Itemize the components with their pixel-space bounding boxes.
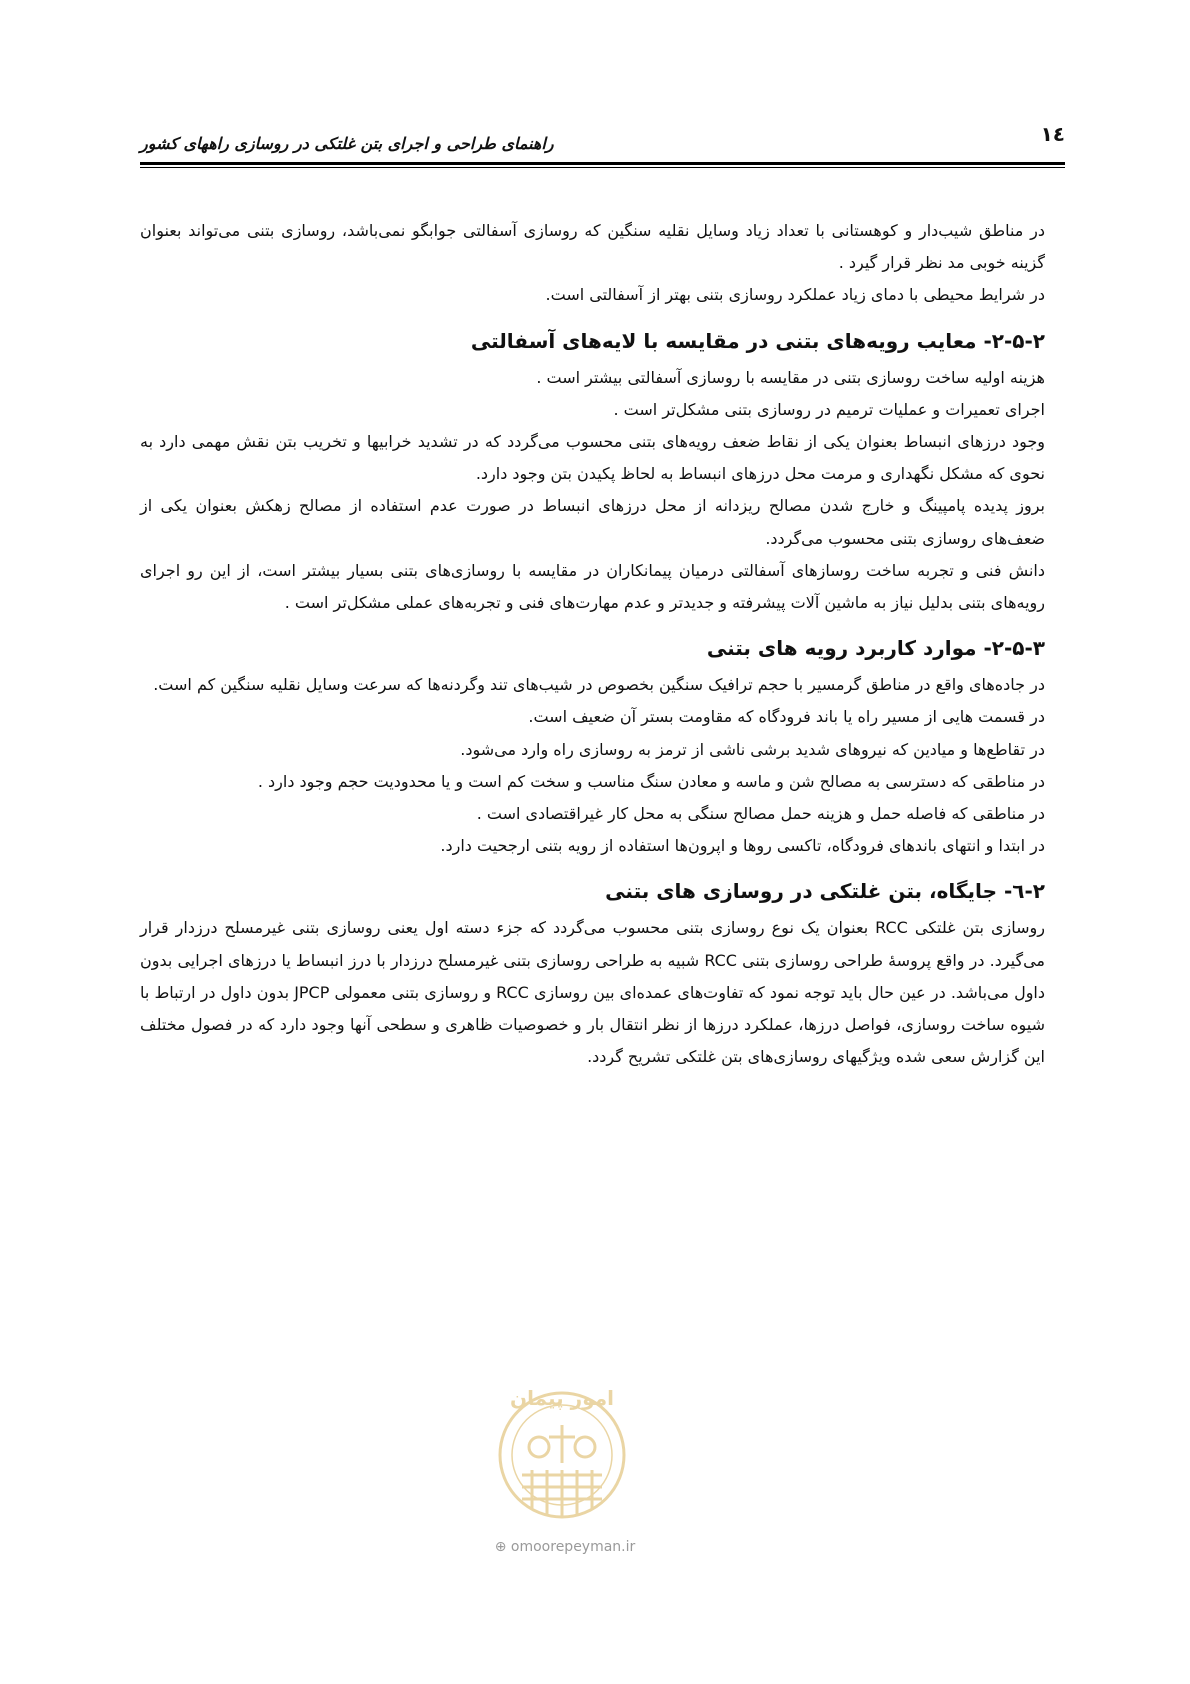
paragraph: وجود درزهای انبساط بعنوان یکی از نقاط ضعف رویه‌های بتنی محسوب می‌گردد که در تشدید خرابیها و تخریب بتن نقش مهمی دارد به نحوی که مشکل نگهداری و مرمت محل درزهای انبساط به لحاظ پکیدن بتن وجود دارد. bbox=[140, 432, 1045, 484]
section-heading: ۲-۵-۲- معایب رویه‌های بتنی در مقایسه با لایه‌های آسفالتی bbox=[470, 328, 1045, 353]
paragraph: در مناطق شیب‌دار و کوهستانی با تعداد زیاد وسایل نقلیه سنگین که روسازی آسفالتی جوابگو نمی‌باشد، روسازی بتنی می‌تواند بعنوان گزینه خوبی مد نظر قرار گیرد . bbox=[140, 221, 1045, 273]
paragraph: روسازی بتن غلتکی RCC بعنوان یک نوع روسازی بتنی محسوب می‌گردد که جزء دسته اول یعنی روسازی بتنی غیرمسلح درزدار قرار می‌گیرد. در واقع پروسهٔ طراحی روسازی بتنی RCC شبیه به طراحی روسازی بتنی غیرمسلح درزدار با درز انبساط یا درزهای اجرایی بدون داول می‌باشد. در عین حال باید توجه نمود که تفاوت‌های عمده‌ای بین روسازی RCC و روسازی بتنی معمولی JPCP بدون داول در ارتباط با شیوه ساخت روسازی، فواصل درزها، عملکرد درزها از نظر انتقال بار و خصوصیات ظاهری و سطحی آنها وجود دارد که در فصول مختلف این گزارش سعی شده ویژگیهای روسازی‌های بتن غلتکی تشریح گردد. bbox=[140, 918, 1046, 1067]
paragraph: هزینه اولیه ساخت روسازی بتنی در مقایسه با روسازی آسفالتی بیشتر است . bbox=[536, 367, 1045, 387]
paragraph: در مناطقی که فاصله حمل و هزینه حمل مصالح سنگی به محل کار غیراقتصادی است . bbox=[476, 804, 1045, 824]
paragraph: در قسمت هایی از مسیر راه یا باند فرودگاه که مقاومت بستر آن ضعیف است. bbox=[528, 707, 1045, 727]
header-rule-thin bbox=[140, 167, 1065, 168]
paragraph: اجرای تعمیرات و عملیات ترمیم در روسازی بتنی مشکل‌تر است . bbox=[613, 399, 1045, 419]
watermark-site bbox=[445, 1539, 685, 1555]
page-number: ١٤ bbox=[1040, 122, 1065, 146]
paragraph: در مناطقی که دسترسی به مصالح شن و ماسه و معادن سنگ مناسب و سخت کم است و یا محدودیت حجم وجود دارد . bbox=[257, 771, 1045, 791]
page-header bbox=[140, 118, 1065, 168]
paragraph: در تقاطع‌ها و میادین که نیروهای شدید برشی ناشی از ترمز به روسازی راه وارد می‌شود. bbox=[460, 739, 1045, 759]
paragraph: بروز پدیده پامپینگ و خارج شدن مصالح ریزدانه از محل درزهای انبساط در صورت عدم استفاده از مصالح زهکش بعنوان یکی از ضعف‌های روسازی بتنی محسوب می‌گردد. bbox=[140, 496, 1045, 548]
paragraph: در جاده‌های واقع در مناطق گرمسیر با حجم ترافیک سنگین بخصوص در شیب‌های تند وگردنه‌ها که سرعت وسایل نقلیه سنگین کم است. bbox=[153, 675, 1045, 695]
watermark-logo-icon bbox=[487, 1375, 637, 1545]
section-heading: ۲-۵-۳- موارد کاربرد رویه های بتنی bbox=[706, 636, 1045, 661]
page-body bbox=[140, 215, 1065, 1073]
section-heading: ۲-٦- جایگاه، بتن غلتکی در روسازی های بتنی bbox=[605, 879, 1045, 904]
running-title: راهنمای طراحی و اجرای بتن غلتکی در روسازی راههای کشور bbox=[140, 134, 554, 153]
globe-icon: ⊕ bbox=[494, 1539, 507, 1555]
paragraph: در شرایط محیطی با دمای زیاد عملکرد روسازی بتنی بهتر از آسفالتی است. bbox=[545, 285, 1045, 305]
header-rule-thick bbox=[140, 162, 1065, 165]
watermark-logo-text: امور پیمان bbox=[510, 1386, 614, 1410]
watermark-site-text: omoorepeyman.ir bbox=[510, 1539, 636, 1555]
paragraph: دانش فنی و تجربه ساخت روسازهای آسفالتی درمیان پیمانکاران در مقایسه با روسازی‌های بتنی بسیار بیشتر است، از این رو اجرای رویه‌های بتنی بدلیل نیاز به ماشین آلات پیشرفته و جدیدتر و عدم مهارت‌های فنی و تجربه‌های عملی مشکل‌تر است . bbox=[140, 560, 1045, 613]
paragraph: در ابتدا و انتهای باندهای فرودگاه، تاکسی روها و اپرون‌ها استفاده از رویه بتنی ارجحیت دارد. bbox=[440, 836, 1045, 856]
